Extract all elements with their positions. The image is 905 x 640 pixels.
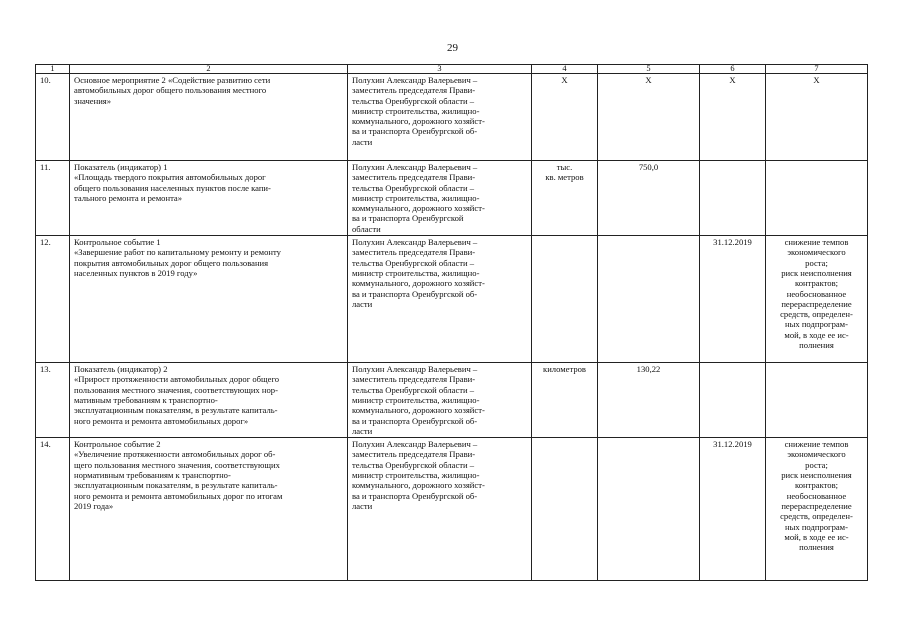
- row-title: Показатель (индикатор) 1 «Площадь твердого покрытия автомобильных дорог общего пользования населенных пунктов после капи- тального ремонта и ремонта»: [70, 161, 348, 236]
- table-row: [36, 161, 868, 236]
- row-responsible: Полухин Александр Валерьевич – заместитель председателя Прави- тельства Оренбургской области – министр строительства, жилищно- коммунального, дорожного хозяйст- ва и транспорта Оренбургской об- ласти: [348, 74, 532, 161]
- row-value: 750,0: [598, 161, 700, 236]
- row-title: Контрольное событие 2 «Увеличение протяженности автомобильных дорог об- щего пользования местного значения, соответствующих нормативным требованиям к транспортно- эксплуатационным показателям, в результате капиталь- ного ремонта и ремонта автомобильных дорог по итогам 2019 года»: [70, 438, 348, 581]
- table-row: [36, 236, 868, 363]
- row-date: 31.12.2019: [700, 438, 766, 581]
- row-risk: Х: [766, 74, 868, 161]
- header-cell: 7: [766, 65, 868, 74]
- row-risk: [766, 363, 868, 438]
- header-cell: 3: [348, 65, 532, 74]
- row-responsible: Полухин Александр Валерьевич – заместитель председателя Прави- тельства Оренбургской области – министр строительства, жилищно- коммунального, дорожного хозяйст- ва и транспорта Оренбургской об- ласти: [348, 438, 532, 581]
- row-risk: [766, 161, 868, 236]
- row-number: 11.: [36, 161, 70, 236]
- plan-table: [35, 64, 868, 581]
- row-risk: снижение темпов экономического роста; риск неисполнения контрактов; необоснованное перераспределение средств, определен- ных подпрограм- мой, в ходе ее ис- полнения: [766, 438, 868, 581]
- header-cell: 1: [36, 65, 70, 74]
- row-responsible: Полухин Александр Валерьевич – заместитель председателя Прави- тельства Оренбургской области – министр строительства, жилищно- коммунального, дорожного хозяйст- ва и транспорта Оренбургской области: [348, 161, 532, 236]
- row-unit: тыс. кв. метров: [532, 161, 598, 236]
- row-title: Основное мероприятие 2 «Содействие развитию сети автомобильных дорог общего пользования местного значения»: [70, 74, 348, 161]
- row-date: [700, 161, 766, 236]
- table-row: [36, 438, 868, 581]
- header-cell: 6: [700, 65, 766, 74]
- row-value: [598, 236, 700, 363]
- row-responsible: Полухин Александр Валерьевич – заместитель председателя Прави- тельства Оренбургской области – министр строительства, жилищно- коммунального, дорожного хозяйст- ва и транспорта Оренбургской об- ласти: [348, 363, 532, 438]
- row-number: 10.: [36, 74, 70, 161]
- row-date: 31.12.2019: [700, 236, 766, 363]
- header-cell: 5: [598, 65, 700, 74]
- row-responsible: Полухин Александр Валерьевич – заместитель председателя Прави- тельства Оренбургской области – министр строительства, жилищно- коммунального, дорожного хозяйст- ва и транспорта Оренбургской об- ласти: [348, 236, 532, 363]
- header-row: [36, 65, 868, 74]
- row-date: [700, 363, 766, 438]
- row-number: 14.: [36, 438, 70, 581]
- row-risk: снижение темпов экономического роста; риск неисполнения контрактов; необоснованное перераспределение средств, определен- ных подпрограм- мой, в ходе ее ис- полнения: [766, 236, 868, 363]
- row-value: Х: [598, 74, 700, 161]
- row-unit: километров: [532, 363, 598, 438]
- header-cell: 4: [532, 65, 598, 74]
- page-number: 29: [447, 42, 458, 54]
- table-row: [36, 74, 868, 161]
- table-row: [36, 363, 868, 438]
- row-number: 13.: [36, 363, 70, 438]
- row-date: Х: [700, 74, 766, 161]
- row-unit: [532, 438, 598, 581]
- row-unit: [532, 236, 598, 363]
- row-title: Контрольное событие 1 «Завершение работ по капитальному ремонту и ремонту покрытия автомобильных дорог общего пользования населенных пунктов в 2019 году»: [70, 236, 348, 363]
- row-number: 12.: [36, 236, 70, 363]
- header-cell: 2: [70, 65, 348, 74]
- row-title: Показатель (индикатор) 2 «Прирост протяженности автомобильных дорог общего пользования местного значения, соответствующих нор- мативным требованиям к транспортно- эксплуатационным показателям, в результате капиталь- ного ремонта и ремонта автомобильных дорог»: [70, 363, 348, 438]
- row-value: 130,22: [598, 363, 700, 438]
- row-unit: Х: [532, 74, 598, 161]
- row-value: [598, 438, 700, 581]
